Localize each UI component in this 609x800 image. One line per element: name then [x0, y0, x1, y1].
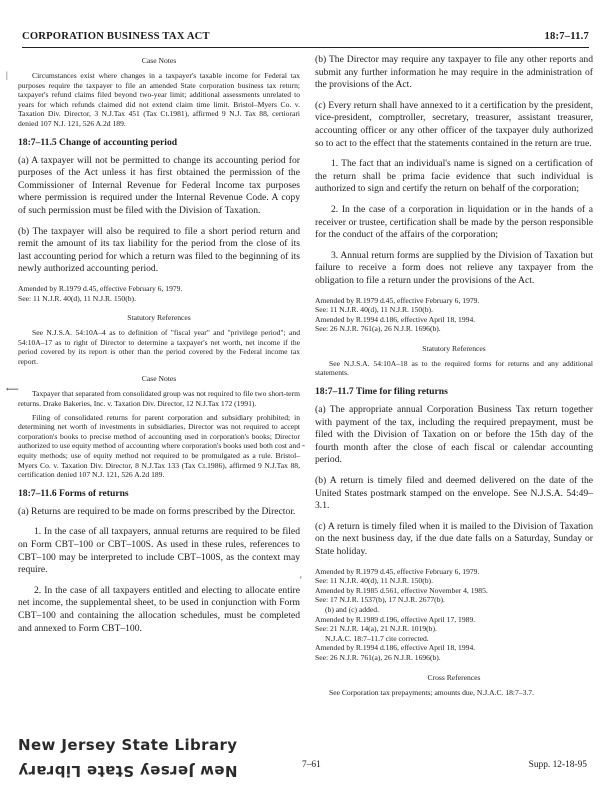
amendment-line: Amended by R.1994 d.186, effective April 18, 1994.	[315, 314, 476, 324]
right-column	[315, 54, 593, 697]
amendment-line: Amended by R.1989 d.196, effective April 17, 1989.	[315, 614, 476, 624]
supplement-date: Supp. 12-18-95	[528, 760, 587, 770]
header-title: CORPORATION BUSINESS TAX ACT	[22, 31, 210, 42]
amendment-line: See: 11 N.J.R. 40(d), 11 N.J.R. 150(b).	[315, 305, 433, 315]
case-note-text-2b: Filing of consolidated returns for parent corporation and subsidiary prohibited; in determining net worth of investments in subsidiaries, Director was not required to accept corporation's books to precise method of accounting used in corporation's books; Director authorized to use equity method of accounting where corporation's books used both cost and equity methods; use of equity method not required to be promulgated as a rule. Bristol–Myers Co. v. Taxation Div. Director, 8 N.J.Tax 133 (Tax Ct.1986), affirmed 9 N.J.Tax 88, certification denied 107 N.J. 121, 526 A.2d 189.	[18, 412, 300, 480]
amendment-line: Amended by R.1979 d.45, effective February 6, 1979.	[18, 283, 183, 293]
section-heading-11-6: 18:7–11.6 Forms of returns	[18, 487, 129, 499]
amendment-history-11-7	[315, 567, 593, 663]
paragraph-11-6-b: (b) The Director may require any taxpayer to file any other reports and submit any further information he may require in the administration of the provisions of the Act.	[315, 54, 593, 91]
amendment-line: Amended by R.1979 d.45, effective February 6, 1979.	[315, 566, 480, 576]
paragraph-11-7-b: (b) A return is timely filed and deemed delivered on the date of the United States postmark stamped on the envelope. See N.J.S.A. 54:49–3.1.	[315, 475, 593, 512]
running-header	[22, 31, 589, 48]
cross-references-heading: Cross References	[427, 672, 481, 682]
cross-references-text: See Corporation tax prepayments; amounts due, N.J.A.C. 18:7–3.7.	[329, 687, 535, 697]
amendment-line: See: 21 N.J.R. 14(a), 21 N.J.R. 1019(b).	[315, 624, 437, 634]
amendment-line: See: 26 N.J.R. 761(a), 26 N.J.R. 1696(b).	[315, 324, 441, 334]
case-notes-heading-1: Case Notes	[141, 56, 177, 65]
amendment-line: N.J.A.C. 18:7–11.7 cite corrected.	[325, 633, 429, 643]
paragraph-11-6-c3: 3. Annual return forms are supplied by the Division of Taxation but failure to receive a form does not relieve any taxpayer from the obligation to file a return under the provisions of the Act.	[315, 249, 593, 286]
margin-dash-mark: -	[302, 440, 305, 450]
paragraph-11-6-a1: 1. In the case of all taxpayers, annual returns are required to be filed on Form CBT–100 or CBT–100S. As used in these rules, references to CBT–100 may be interpreted to include CBT–100S, as the context may require.	[18, 526, 300, 576]
case-notes-heading-2: Case Notes	[141, 374, 177, 384]
amendment-line: Amended by R.1994 d.186, effective April 18, 1994.	[315, 643, 476, 653]
margin-arrow-mark: ⟵	[6, 384, 19, 394]
amendment-history-11-6	[315, 296, 593, 334]
paragraph-11-5-a: (a) A taxpayer will not be permitted to change its accounting period for purposes of the Act unless it has first obtained the permission of the Commissioner of Internal Revenue for Federal Income tax purposes where permission is required under the Internal Revenue Code. A copy of such permission must be filed with the Division of Taxation.	[18, 154, 300, 216]
page-number: 7–61	[302, 760, 321, 770]
case-note-text-2a: Taxpayer that separated from consolidated group was not required to file two short-term returns. Drake Bakeries, Inc. v. Taxation Div. Director, 12 N.J.Tax 172 (1991).	[18, 389, 300, 409]
amendment-line: Amended by R.1979 d.45, effective February 6, 1979.	[315, 295, 480, 305]
page-footer	[22, 760, 587, 774]
amendment-line: (b) and (c) added.	[325, 604, 379, 614]
amendment-line: See: 26 N.J.R. 761(a), 26 N.J.R. 1696(b).	[315, 652, 441, 662]
statutory-references-text: See N.J.S.A. 54:10A–4 as to definition of "fiscal year" and "privilege period"; and 54:10A–17 as to right of Director to determine a taxpayer's net worth, net income if the period covered by its report is other than the period covered by the Federal income tax report.	[18, 328, 300, 366]
paragraph-11-6-c1: 1. The fact that an individual's name is signed on a certification of the return shall be prima facie evidence that such individual is authorized to sign and certify the return on behalf of the corporation;	[315, 158, 593, 195]
paragraph-11-7-a: (a) The appropriate annual Corporation Business Tax return together with payment of the tax, including the required prepayment, must be filed with the Division of Taxation on or before the 15th day of the fourth month after the close of each fiscal or calendar accounting period.	[315, 404, 593, 466]
amendment-line: See: 17 N.J.R. 1537(b), 17 N.J.R. 2677(b).	[315, 595, 445, 605]
paragraph-11-6-a: (a) Returns are required to be made on forms prescribed by the Director.	[18, 505, 296, 517]
paragraph-11-6-c2: 2. In the case of a corporation in liquidation or in the hands of a receiver or trustee, certification shall be made by the person responsible for the conduct of the affairs of the corporation;	[315, 203, 593, 241]
amendment-line: Amended by R.1985 d.561, effective November 4, 1985.	[315, 585, 488, 595]
case-note-text-1: Circumstances exist where changes in a taxpayer's taxable income for Federal tax purposes require the taxpayer to file an amended State corporation business tax return; taxpayer's refund claims filed beyond two-year limit; additional assessments unrelated to years for which refunds claimed did not extend claim time limit. Bristol–Myers Co. v. Taxation Div. Director, 3 N.J.Tax 451 (Tax Ct.1981), affirmed 9 N.J. Tax 88, certiorari denied 107 N.J. 121, 526 A.2d 189.	[18, 71, 300, 128]
statutory-references-heading-right: Statutory References	[422, 343, 486, 353]
statutory-references-text-right: See N.J.S.A. 54:10A–18 as to the required forms for returns and any additional statements.	[315, 358, 593, 378]
header-section: 18:7–11.7	[544, 31, 589, 42]
section-heading-11-7: 18:7–11.7 Time for filing returns	[315, 386, 448, 398]
left-column	[18, 54, 300, 643]
amendment-line: See: 11 N.J.R. 40(d), 11 N.J.R. 150(b).	[18, 293, 136, 303]
amendment-history-11-5	[18, 284, 300, 303]
paragraph-11-6-c: (c) Every return shall have annexed to it a certification by the president, vice-president, comptroller, secretary, treasurer, assistant treasurer, accounting officer or any other officer of the taxpayer duly authorized so to act to the effect that the statements contained in the return are true.	[315, 99, 593, 149]
amendment-line: See: 11 N.J.R. 40(d), 11 N.J.R. 150(b).	[315, 576, 433, 586]
statutory-references-heading: Statutory References	[127, 313, 191, 323]
margin-tick-mark: '	[300, 575, 302, 585]
paragraph-11-6-a2: 2. In the case of all taxpayers entitled and electing to allocate entire net income, the supplemental sheet, to be used in conjunction with Form CBT–100 and containing the allocation schedules, must be completed and annexed to Form CBT–100.	[18, 584, 300, 634]
library-stamp-inverted: New Jersey State Library	[18, 762, 238, 780]
paragraph-11-7-c: (c) A return is timely filed when it is mailed to the Division of Taxation on the next business day, if the due date falls on a Saturday, Sunday or State holiday.	[315, 520, 593, 557]
margin-bracket-mark: |	[6, 70, 8, 80]
library-stamp: New Jersey State Library	[18, 736, 238, 754]
section-heading-11-5: 18:7–11.5 Change of accounting period	[18, 136, 178, 148]
paragraph-11-5-b: (b) The taxpayer will also be required to file a short period return and remit the amount of its tax liability for the period from the close of its last accounting period for which a return was filed to the beginning of its newly authorized accounting period.	[18, 225, 300, 275]
